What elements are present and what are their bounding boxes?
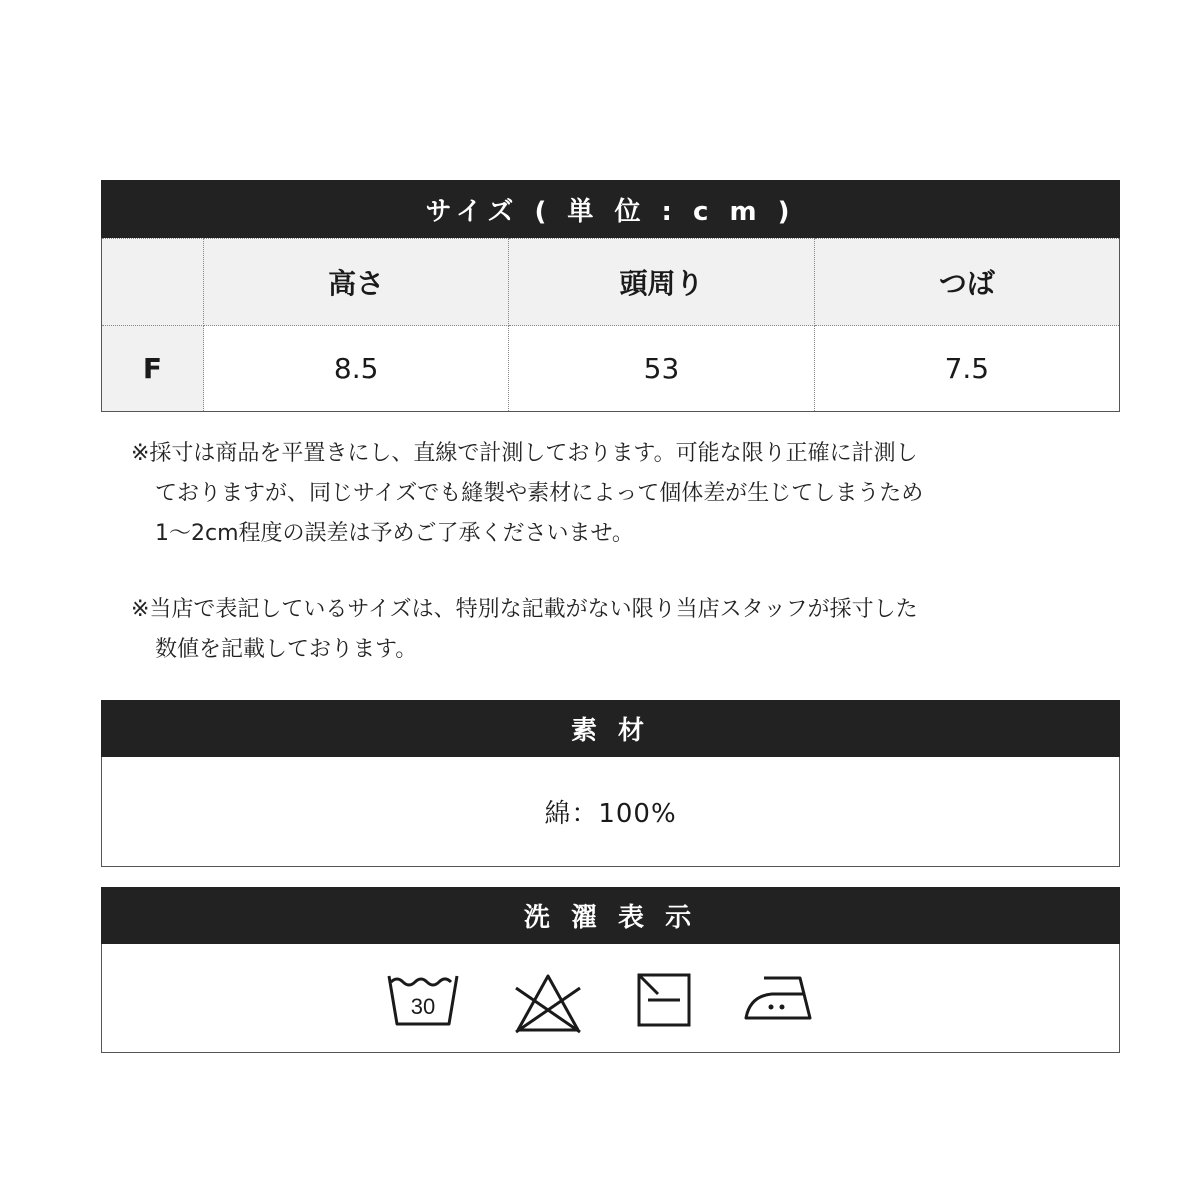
wash-temp-label: 30 [410,994,436,1019]
care-icons [101,944,1120,1053]
value-brim: 7.5 [814,326,1119,412]
column-height: 高さ [204,239,509,326]
no-bleach-icon [512,972,584,1036]
material-section [101,700,1120,867]
row-size-label: F [102,326,204,412]
care-header: 洗 濯 表 示 [101,887,1120,944]
size-table [101,238,1120,412]
value-height: 8.5 [204,326,509,412]
table-row [102,326,1120,412]
note-line: ※当店で表記しているサイズは、特別な記載がない限り当店スタッフが採寸した [131,597,918,622]
note-line: ておりますが、同じサイズでも縫製や素材によって個体差が生じてしまうため [155,481,924,506]
note-line: 数値を記載しております。 [155,637,418,662]
iron-low-icon [742,972,814,1024]
size-header: サイズ ( 単 位 : c m ) [101,180,1120,238]
value-head-circumference: 53 [509,326,814,412]
note-line: ※採寸は商品を平置きにし、直線で計測しております。可能な限り正確に計測し [131,441,918,466]
measurement-note [131,434,1031,554]
size-source-note [131,590,1031,670]
material-header: 素 材 [101,700,1120,757]
note-line: 1～2cm程度の誤差は予めご了承くださいませ。 [155,521,634,546]
column-brim: つば [814,239,1119,326]
care-section [101,887,1120,1053]
size-section [101,180,1120,412]
flat-dry-shade-icon [636,972,692,1028]
size-table-header-row [102,239,1120,326]
size-table-corner [102,239,204,326]
wash-30-tub-icon [387,972,459,1028]
material-value: 綿：100% [101,757,1120,867]
column-head-circumference: 頭周り [509,239,814,326]
